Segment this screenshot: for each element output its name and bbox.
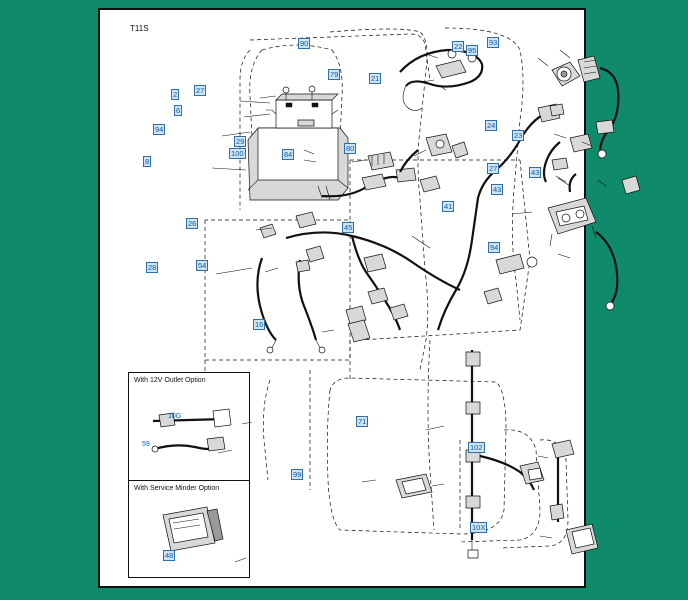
callout-2: 2 bbox=[173, 90, 178, 99]
callout-54: 54 bbox=[198, 261, 207, 270]
callout-79: 79 bbox=[330, 70, 339, 79]
callout-27-right: 27 bbox=[489, 164, 498, 173]
callout-84: 84 bbox=[284, 150, 293, 159]
callout-43-mid: 43 bbox=[493, 185, 502, 194]
callout-94-top: 94 bbox=[155, 125, 164, 134]
callout-22: 22 bbox=[454, 42, 463, 51]
callout-100: 100 bbox=[231, 149, 244, 158]
callout-27-top: 27 bbox=[196, 86, 205, 95]
sheet-title: T11S bbox=[130, 24, 149, 33]
callout-43-right: 43 bbox=[531, 168, 540, 177]
callout-45: 45 bbox=[344, 223, 353, 232]
callout-80: 80 bbox=[346, 144, 355, 153]
callout-95: 95 bbox=[468, 46, 477, 55]
callout-8: 8 bbox=[145, 157, 150, 166]
callout-48: 48 bbox=[165, 551, 174, 560]
callout-10g: 10G bbox=[168, 413, 182, 420]
outlet-option-title: With 12V Outlet Option bbox=[134, 377, 206, 384]
callout-102: 102 bbox=[470, 443, 483, 452]
callout-59: 59 bbox=[142, 441, 150, 448]
callout-21: 21 bbox=[371, 74, 380, 83]
callout-23: 23 bbox=[514, 131, 523, 140]
callout-26: 26 bbox=[188, 219, 197, 228]
service-minder-title: With Service Minder Option bbox=[134, 485, 220, 492]
callout-24: 24 bbox=[487, 121, 496, 130]
callout-94-right: 94 bbox=[490, 243, 499, 252]
callout-6: 6 bbox=[176, 106, 181, 115]
callout-10x: 10X bbox=[472, 523, 486, 532]
callout-71: 71 bbox=[358, 417, 367, 426]
callout-16: 16 bbox=[255, 320, 264, 329]
callout-28: 28 bbox=[148, 263, 157, 272]
diagram-sheet bbox=[98, 8, 586, 588]
callout-29: 29 bbox=[236, 137, 245, 146]
callout-41: 41 bbox=[444, 202, 453, 211]
callout-93: 93 bbox=[489, 38, 498, 47]
callout-90: 90 bbox=[300, 39, 309, 48]
callout-99: 99 bbox=[293, 470, 302, 479]
